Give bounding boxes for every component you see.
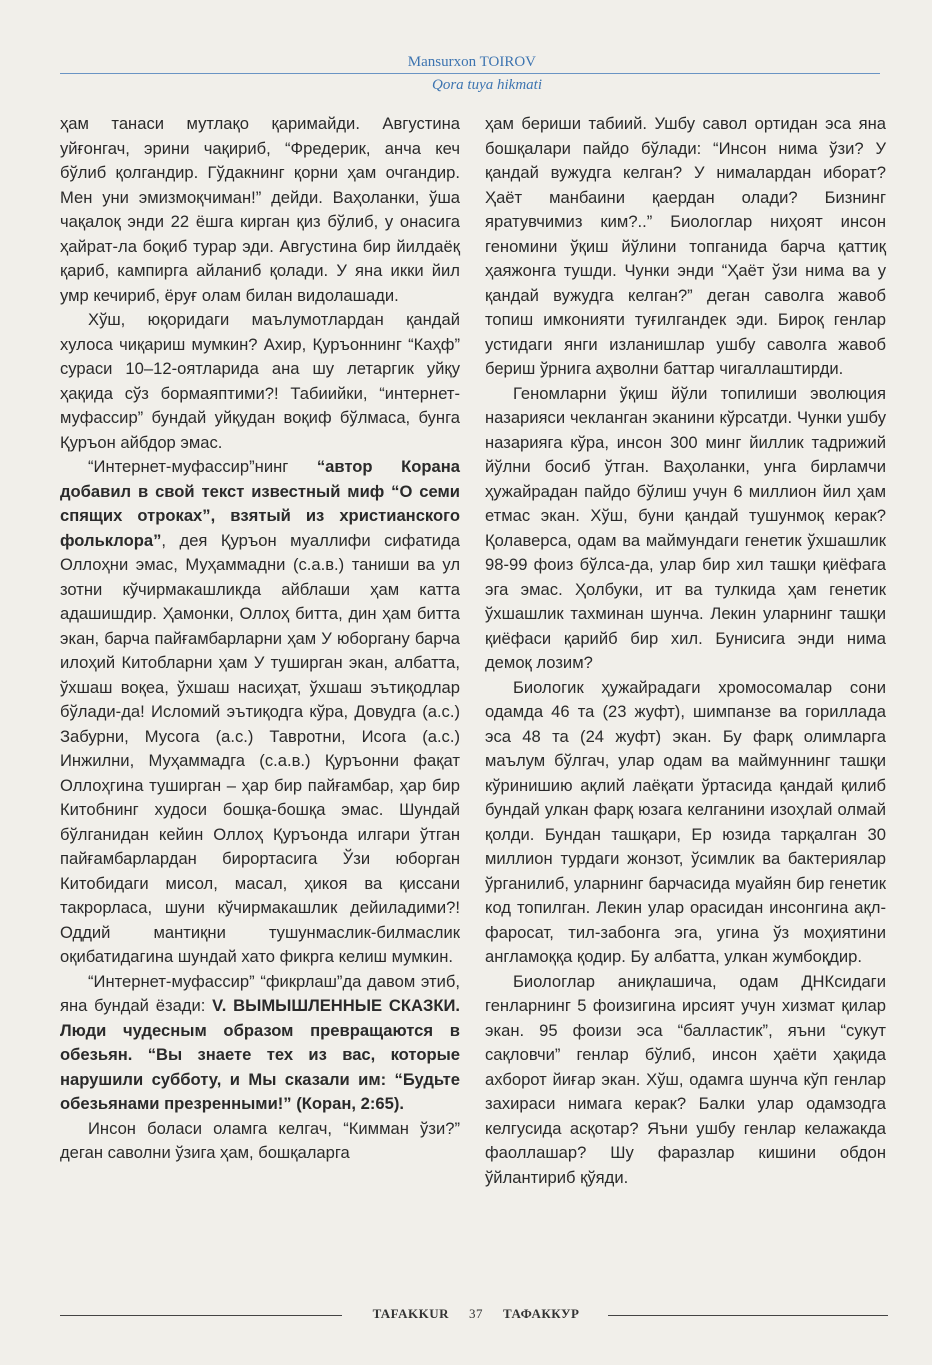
bold-quote: “автор Корана добавил в свой текст известный миф “О семи спящих отроках”, взятый из христианского фольклора” — [60, 457, 460, 550]
bold-quote: V. ВЫМЫШЛЕННЫЕ СКАЗКИ. Люди чудесным образом превращаются в обезьян. “Вы знаете тех из вас, которые нарушили субботу, и Мы сказали им: “Будьте обезьянами презренными!” — [60, 996, 460, 1113]
paragraph: Хўш, юқоридаги маълумотлардан қандай хулоса чиқариш мумкин? Ахир, Қуръоннинг “Каҳф” сураси 10–12-оятларида ана шу летаргик уйқу ҳақида сўз бормаяптими?! Табиийки, “интернет-муфассир” бундай уйқудан воқиф бўлмаса, бунга Қуръон айбдор эмас. — [60, 310, 460, 452]
paragraph: Биологик ҳужайрадаги хромосомалар сони одамда 46 та (23 жуфт), шимпанзе ва гориллада эса 48 та (24 жуфт) экан. Бу фарқ олимларга маълум бўлгач, улар одам ва маймуннинг ташқи кўринишию ақлий лаёқати ўртасида қандай қилиб бундай улкан фарқ юзага келганини изоҳлай олмай қолди. Бундан ташқари, Ер юзида тарқалган 30 миллион турдаги жонзот, ўсимлик ва бактериялар ўрганилиб, уларнинг барчасида муайян бир генетик код топилган. Лекин улар орасидан инсонгина ақл-фаросат, тил-забонга эга, угина ўз моҳиятини англамоққа қодир. Бу албатта, улкан жумбоқдир. — [485, 677, 886, 966]
paragraph: Инсон боласи оламга келгач, “Кимман ўзи?” деган саволни ўзига ҳам, бошқаларга — [60, 1118, 460, 1162]
bold-citation: (Коран, 2:65). — [291, 1094, 404, 1113]
header-author: Mansurxon TOIROV — [407, 54, 536, 70]
header-subtitle: Qora tuya hikmati — [432, 77, 542, 93]
running-header — [60, 52, 880, 95]
footer-rule-left — [60, 1315, 342, 1316]
paragraph-text: “Интернет-муфассир”нинг — [88, 457, 317, 476]
paragraph: Геномларни ўқиш йўли топилиши эволюция назарияси чекланган эканини кўрсатди. Чунки ушбу назарияга кўра, инсон 300 минг йиллик тадрижий йўлни босиб ўтган. Ваҳоланки, унга бирламчи ҳужайрадан пайдо бўлиш учун 6 миллион йил ҳам етмас экан. Хўш, буни қандай тушунмоқ керак? Қолаверса, одам ва маймундаги генетик ўхшашлик 98-99 фоиз бўлса-да, улар бир хил ташқи қиёфага эга эмас. Ҳолбуки, ит ва тулкида ҳам генетик ўхшашлик тахминан шунча. Лекин уларнинг ташқи қиёфаси қарийб бир хил. Бунисига энди нима демоқ лозим? — [485, 383, 886, 672]
paragraph-text: “Интернет-муфассир” “фикрлаш”да давом этиб, яна бундай ёзади: — [60, 971, 460, 1015]
paragraph-text: , дея Қуръон муаллифи сифатида Оллоҳни эмас, Муҳаммадни (с.а.в.) таниши ва ул зотни кўчирмакашликда айблаши ҳам катта адашишдир. Ҳамонки, Оллоҳ битта, дин ҳам битта экан, барча пайғамбарларни ҳам У юборгану барча илоҳий Китобларни ҳам У туширган экан, албатта, ўхшаш воқеа, ўхшаш насиҳат, ўхшаш эътиқодлар бўлади-да! Исломий эътиқодга кўра, Довудга (а.с.) Забурни, Мусога (а.с.) Тавротни, Исога (а.с.) Инжилни, Муҳаммадга (с.а.в.) Қуръонни фақат Оллоҳгина туширган – ҳар бир пайғамбар, ҳар бир Китобнинг худоси бошқа-бошқа эмас. Шундай бўлганидан кейин Оллоҳ Қуръонда илгари ўтган пайғамбарлардан бирортасига Ўзи юборган Китобидаги мисол, масал, ҳикоя ва қиссани такрорласа, шуни кўчирмакашлик дейиладими?! Оддий мантиқни тушунмаслик-билмаслик оқибатидагина шундай хато фикрга келиш мумкин. — [60, 530, 460, 966]
header-rule — [60, 73, 880, 74]
paragraph — [60, 455, 460, 970]
paragraph: ҳам бериши табиий. Ушбу савол ортидан эса яна бошқалари пайдо бўлади: “Инсон нима ўзи? У қандай вужудга келган? У нималардан иборат? Ҳаёт манбаини қаердан олади? Бизнинг яратувчимиз ким?..” Биологлар ниҳоят инсон геномини ўқиш йўлини топганида барча қаттиқ ҳаяжонга тушди. Чунки энди “Ҳаёт ўзи нима ва у қандай вужудга келган?” деган саволга жавоб топиш имконияти туғилгандек эди. Бироқ генлар устидаги янги изланишлар ушбу саволга жавоб бериш ўрнига аҳволни баттар чигаллаштирди. — [485, 114, 886, 378]
page-number: 37 — [469, 1306, 484, 1321]
footer-text — [352, 1306, 600, 1322]
paragraph: ҳам танаси мутлақо қаримайди. Августина уйғонгач, эрини чақириб, “Фредерик, анча кеч бўлиб қолгандир. Гўдакнинг қорни ҳам очгандир. Мен уни эмизмоқчиман!” дейди. Ваҳоланки, ўша чақалоқ энди 22 ёшга кирган қиз бўлиб, у онасига ҳайрат-ла боқиб турар эди. Августина бир йилдаёқ қариб, кампирга айланиб қолади. У яна икки йил умр кечириб, ёруғ олам билан видолашади. — [60, 114, 460, 305]
right-column — [485, 112, 886, 1190]
left-column — [60, 112, 460, 1166]
footer-label-latin: TAFAKKUR — [372, 1306, 450, 1321]
page-footer — [60, 1306, 888, 1326]
footer-rule-right — [608, 1315, 888, 1316]
footer-label-cyrillic: ТАФАККУР — [503, 1306, 580, 1321]
paragraph: Биологлар аниқлашича, одам ДНКсидаги генларнинг 5 фоизигина ирсият учун хизмат қилар экан. 95 фоизи эса “балластик”, яъни “сукут сақловчи” генлар бўлиб, инсон ҳаёти ҳақида ахборот йиғар экан. Хўш, одамга шунча кўп генлар захираси нимага керак? Балки улар одамзодга келгусида асқотар? Яъни ушбу генлар келажакда фаоллашар? Шу фаразлар кишини обдон ўйлантириб қўяди. — [485, 971, 886, 1187]
paragraph — [60, 970, 460, 1117]
